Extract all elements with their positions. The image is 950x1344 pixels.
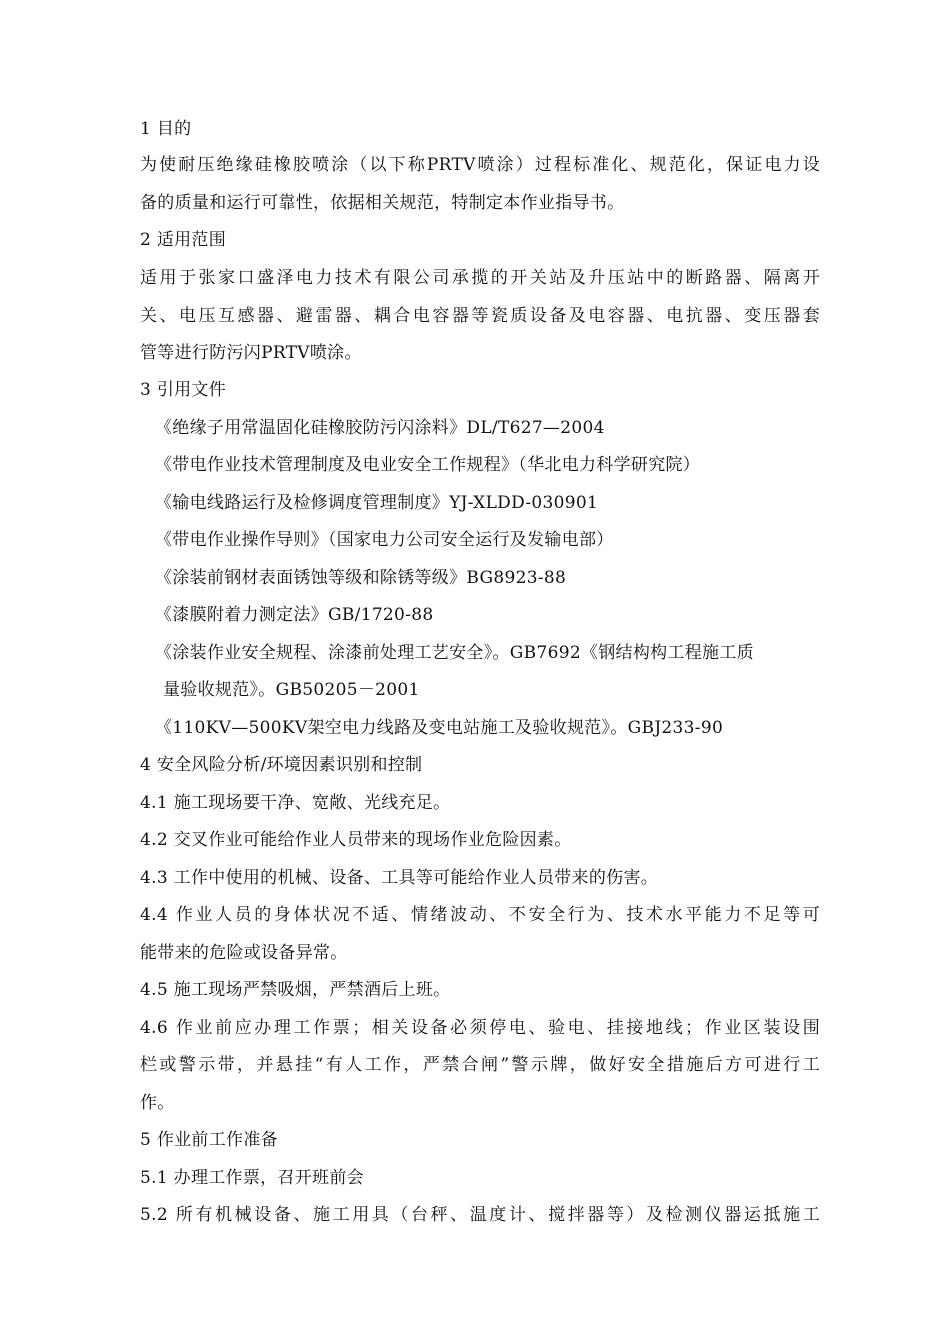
heading-3-references: 3 引用文件 <box>140 380 227 400</box>
reference-item: 《输电线路运行及检修调度管理制度》YJ-XLDD-030901 <box>155 493 599 513</box>
list-item: 4.3 工作中使用的机械、设备、工具等可能给作业人员带来的伤害。 <box>140 868 659 888</box>
reference-item: 《110KV—500KV架空电力线路及变电站施工及验收规范》。GBJ233-90 <box>155 718 724 738</box>
heading-5-preparation: 5 作业前工作准备 <box>140 1130 278 1150</box>
heading-4-risk-analysis: 4 安全风险分析/环境因素识别和控制 <box>140 755 423 775</box>
reference-item-continued: 量验收规范》。GB50205－2001 <box>163 680 420 700</box>
paragraph-line: 备的质量和运行可靠性，依据相关规范，特制定本作业指导书。 <box>140 193 625 213</box>
reference-item: 《漆膜附着力测定法》GB/1720-88 <box>155 605 434 625</box>
paragraph-line: 为使耐压绝缘硅橡胶喷涂（以下称PRTV喷涂）过程标准化、规范化，保证电力设 <box>140 155 820 175</box>
list-item-continued: 能带来的危险或设备异常。 <box>140 943 348 963</box>
reference-item: 《涂装前钢材表面锈蚀等级和除锈等级》BG8923-88 <box>155 568 567 588</box>
list-item-continued: 栏或警示带，并悬挂“有人工作，严禁合闸”警示牌，做好安全措施后方可进行工 <box>140 1055 820 1075</box>
reference-item: 《涂装作业安全规程、涂漆前处理工艺安全》。GB7692《钢结构构工程施工质 <box>155 643 754 663</box>
reference-item: 《带电作业操作导则》（国家电力公司安全运行及发输电部） <box>155 530 614 550</box>
list-item: 4.6 作业前应办理工作票；相关设备必须停电、验电、挂接地线；作业区装设围 <box>140 1018 820 1038</box>
heading-1-purpose: 1 目的 <box>140 119 192 139</box>
list-item: 4.5 施工现场严禁吸烟，严禁酒后上班。 <box>140 980 451 1000</box>
list-item: 5.1 办理工作票，召开班前会 <box>140 1168 364 1188</box>
reference-item: 《绝缘子用常温固化硅橡胶防污闪涂料》DL/T627—2004 <box>155 418 605 438</box>
list-item: 5.2 所有机械设备、施工用具（台秤、温度计、搅拌器等）及检测仪器运抵施工 <box>140 1205 820 1225</box>
reference-item: 《带电作业技术管理制度及电业安全工作规程》（华北电力科学研究院） <box>155 455 701 475</box>
list-item: 4.4 作业人员的身体状况不适、情绪波动、不安全行为、技术水平能力不足等可 <box>140 905 820 925</box>
paragraph-line: 关、电压互感器、避雷器、耦合电容器等瓷质设备及电容器、电抗器、变压器套 <box>140 306 820 326</box>
list-item-continued: 作。 <box>140 1093 175 1113</box>
list-item: 4.2 交叉作业可能给作业人员带来的现场作业危险因素。 <box>140 830 572 850</box>
list-item: 4.1 施工现场要干净、宽敞、光线充足。 <box>140 793 451 813</box>
paragraph-line: 适用于张家口盛泽电力技术有限公司承揽的开关站及升压站中的断路器、隔离开 <box>140 268 820 288</box>
heading-2-scope: 2 适用范围 <box>140 230 227 250</box>
paragraph-line: 管等进行防污闪PRTV喷涂。 <box>140 343 362 363</box>
